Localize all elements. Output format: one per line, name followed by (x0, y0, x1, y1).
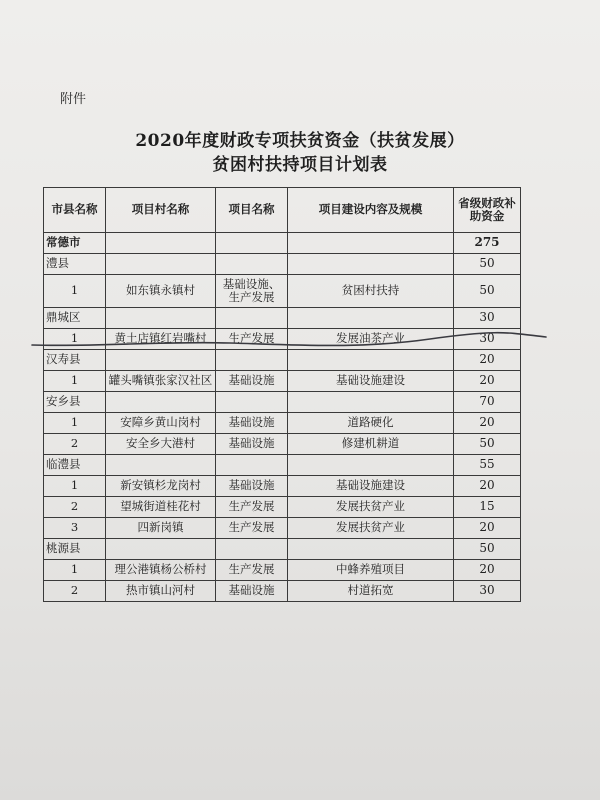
cell-village: 罐头嘴镇张家汉社区 (106, 371, 216, 392)
table-row (44, 581, 521, 602)
table-row (44, 275, 521, 308)
cell-county: 2 (44, 581, 106, 602)
cell-content: 发展油茶产业 (288, 329, 454, 350)
header-project: 项目名称 (216, 188, 288, 233)
cell-content: 发展扶贫产业 (288, 497, 454, 518)
table-row (44, 308, 521, 329)
cell-funds: 50 (454, 254, 521, 275)
cell-content: 中蜂养殖项目 (288, 560, 454, 581)
attachment-label: 附件 (60, 92, 87, 107)
cell-content: 基础设施建设 (288, 476, 454, 497)
cell-county: 2 (44, 497, 106, 518)
cell-funds: 20 (454, 350, 521, 371)
cell-funds: 30 (454, 308, 521, 329)
cell-funds: 50 (454, 539, 521, 560)
cell-project (216, 350, 288, 371)
cell-project (216, 233, 288, 254)
cell-county: 3 (44, 518, 106, 539)
cell-county: 1 (44, 329, 106, 350)
cell-funds: 20 (454, 476, 521, 497)
header-village: 项目村名称 (106, 188, 216, 233)
cell-project (216, 308, 288, 329)
table-row (44, 539, 521, 560)
table-row (44, 392, 521, 413)
cell-funds: 20 (454, 413, 521, 434)
cell-county: 常德市 (44, 233, 106, 254)
cell-village: 黄土店镇红岩嘴村 (106, 329, 216, 350)
cell-county: 2 (44, 434, 106, 455)
cell-county: 桃源县 (44, 539, 106, 560)
cell-village (106, 233, 216, 254)
cell-content (288, 233, 454, 254)
cell-project: 基础设施 (216, 434, 288, 455)
table-row (44, 560, 521, 581)
cell-county: 1 (44, 476, 106, 497)
cell-project: 基础设施、生产发展 (216, 275, 288, 308)
cell-county: 临澧县 (44, 455, 106, 476)
cell-village (106, 308, 216, 329)
table-row (44, 476, 521, 497)
cell-village: 安障乡黄山岗村 (106, 413, 216, 434)
cell-content (288, 254, 454, 275)
cell-village (106, 539, 216, 560)
document-subtitle: 贫困村扶持项目计划表 (212, 155, 388, 175)
cell-project: 基础设施 (216, 581, 288, 602)
header-county: 市县名称 (44, 188, 106, 233)
table-row (44, 413, 521, 434)
table-row (44, 518, 521, 539)
cell-funds: 20 (454, 560, 521, 581)
table-header-row (44, 188, 521, 233)
cell-county: 1 (44, 371, 106, 392)
cell-content: 贫困村扶持 (288, 275, 454, 308)
cell-project: 生产发展 (216, 329, 288, 350)
project-plan-table (43, 187, 521, 602)
cell-county: 1 (44, 275, 106, 308)
cell-village (106, 392, 216, 413)
cell-project: 生产发展 (216, 560, 288, 581)
cell-county: 1 (44, 560, 106, 581)
cell-funds: 15 (454, 497, 521, 518)
table-row (44, 233, 521, 254)
cell-project (216, 392, 288, 413)
cell-county: 鼎城区 (44, 308, 106, 329)
cell-funds: 55 (454, 455, 521, 476)
cell-village: 安全乡大港村 (106, 434, 216, 455)
cell-project: 基础设施 (216, 476, 288, 497)
cell-county: 安乡县 (44, 392, 106, 413)
cell-content: 发展扶贫产业 (288, 518, 454, 539)
cell-content (288, 308, 454, 329)
cell-village (106, 350, 216, 371)
cell-content (288, 350, 454, 371)
table-row (44, 254, 521, 275)
header-content: 项目建设内容及规模 (288, 188, 454, 233)
cell-village: 望城街道桂花村 (106, 497, 216, 518)
cell-project (216, 455, 288, 476)
cell-content (288, 392, 454, 413)
header-funds: 省级财政补助资金 (454, 188, 521, 233)
table-row (44, 497, 521, 518)
cell-village: 四新岗镇 (106, 518, 216, 539)
cell-funds: 50 (454, 275, 521, 308)
cell-project (216, 254, 288, 275)
table-body (44, 233, 521, 602)
cell-funds: 20 (454, 518, 521, 539)
cell-project: 基础设施 (216, 371, 288, 392)
cell-funds: 30 (454, 329, 521, 350)
cell-project (216, 539, 288, 560)
cell-village: 新安镇杉龙岗村 (106, 476, 216, 497)
cell-funds: 20 (454, 371, 521, 392)
cell-content: 基础设施建设 (288, 371, 454, 392)
cell-county: 1 (44, 413, 106, 434)
cell-village: 理公港镇杨公桥村 (106, 560, 216, 581)
table-row (44, 329, 521, 350)
table-row (44, 434, 521, 455)
cell-content: 修建机耕道 (288, 434, 454, 455)
cell-project: 基础设施 (216, 413, 288, 434)
cell-funds: 30 (454, 581, 521, 602)
cell-content (288, 539, 454, 560)
cell-village: 如东镇永镇村 (106, 275, 216, 308)
cell-funds: 70 (454, 392, 521, 413)
cell-content (288, 455, 454, 476)
cell-village: 热市镇山河村 (106, 581, 216, 602)
cell-project: 生产发展 (216, 518, 288, 539)
table-row (44, 350, 521, 371)
table-row (44, 455, 521, 476)
cell-county: 澧县 (44, 254, 106, 275)
cell-village (106, 254, 216, 275)
cell-funds: 50 (454, 434, 521, 455)
cell-project: 生产发展 (216, 497, 288, 518)
cell-village (106, 455, 216, 476)
cell-funds: 275 (454, 233, 521, 254)
table-row (44, 371, 521, 392)
document-title: 2020年度财政专项扶贫资金（扶贫发展） (135, 131, 465, 151)
cell-content: 道路硬化 (288, 413, 454, 434)
cell-content: 村道拓宽 (288, 581, 454, 602)
cell-county: 汉寿县 (44, 350, 106, 371)
